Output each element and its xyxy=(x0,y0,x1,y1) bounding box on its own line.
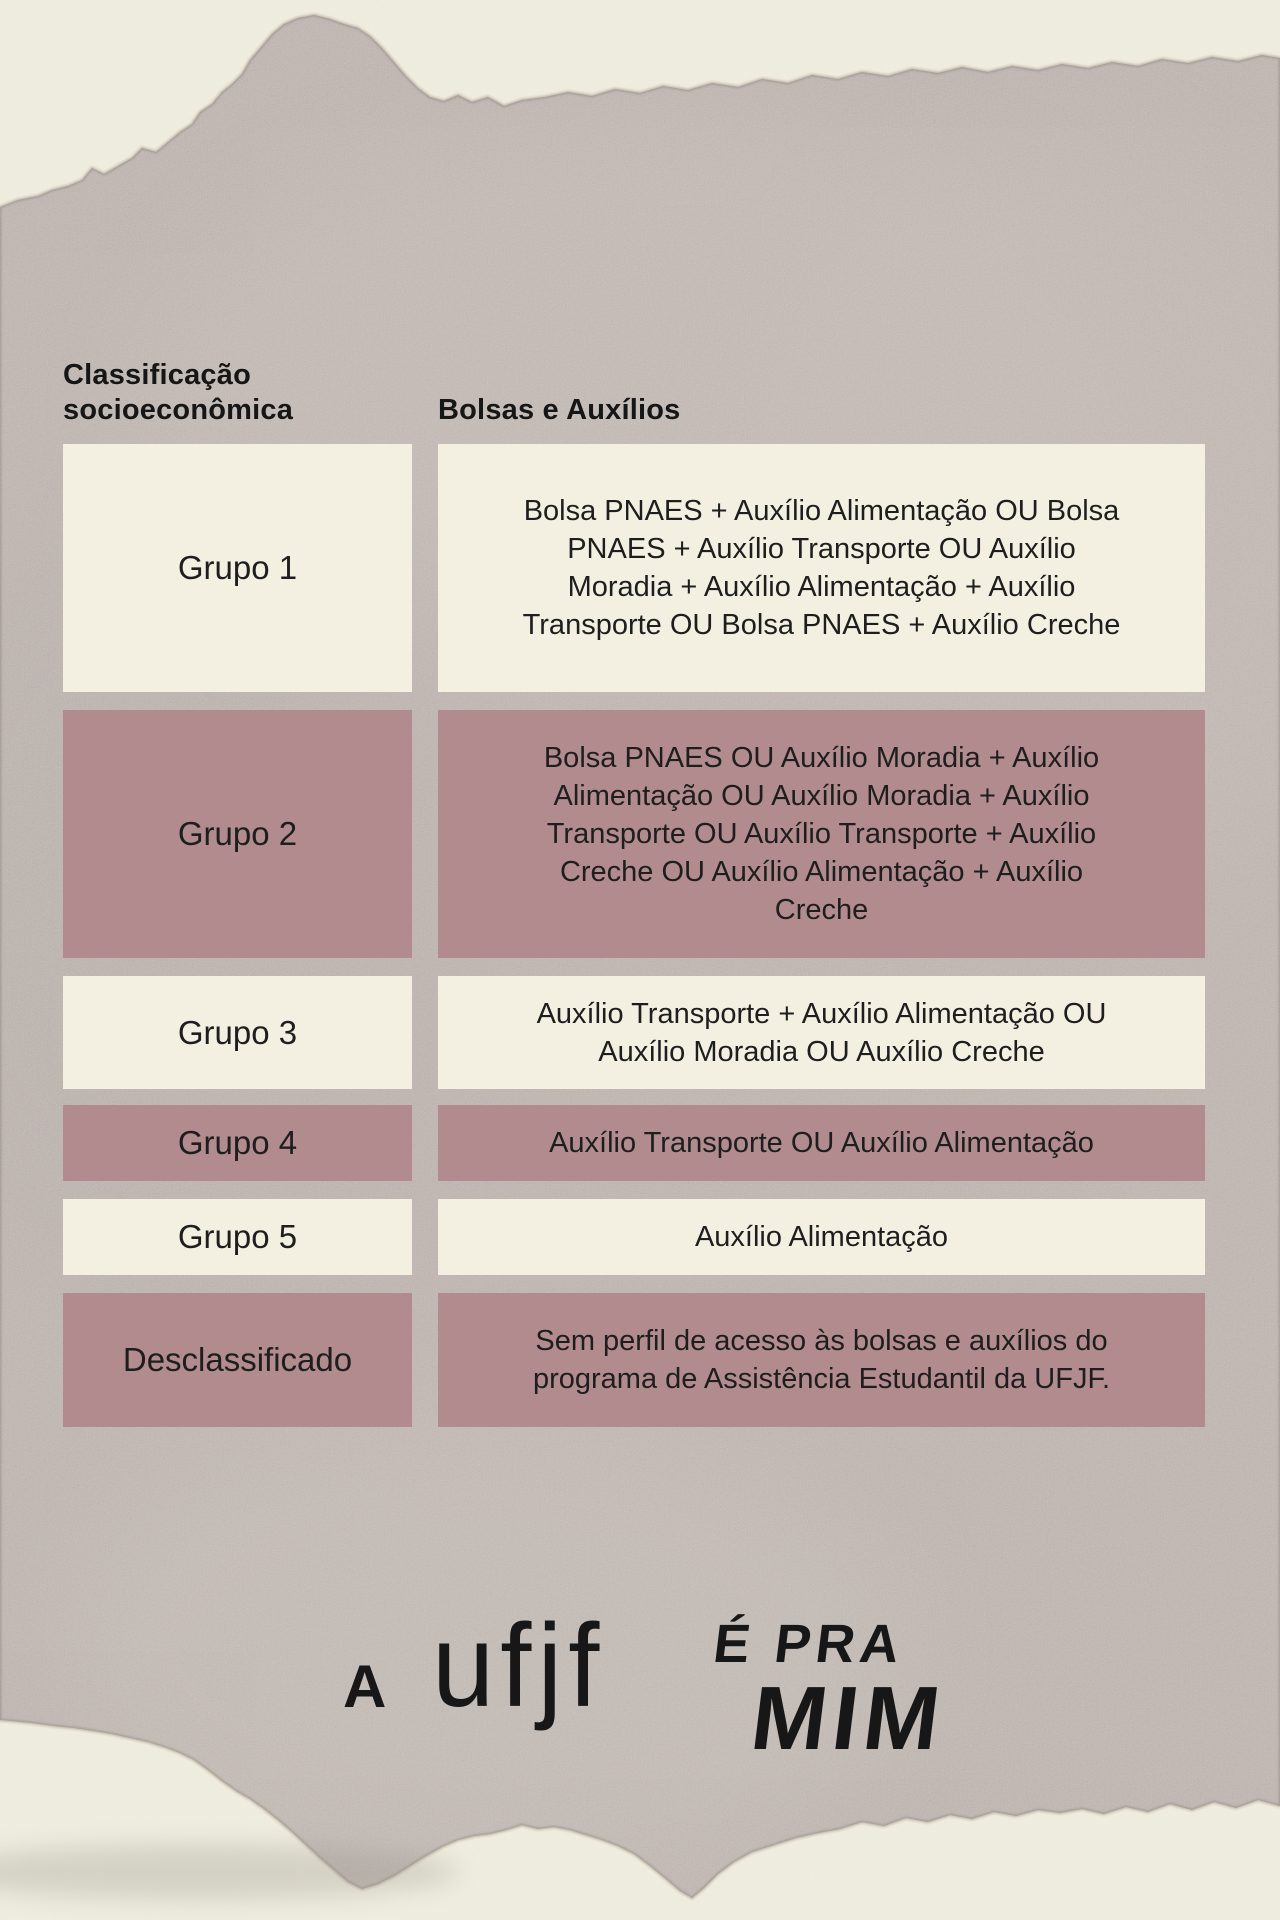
column-header-benefits: Bolsas e Auxílios xyxy=(438,394,681,426)
group-cell: Grupo 4 xyxy=(63,1105,412,1181)
group-cell: Grupo 3 xyxy=(63,976,412,1089)
group-cell: Grupo 5 xyxy=(63,1199,412,1275)
benefits-cell xyxy=(438,976,1205,1089)
column-header-classification: Classificação socioeconômica xyxy=(63,359,294,426)
logo-slogan-line1: É PRA xyxy=(710,1614,908,1674)
logo-article-letter: A xyxy=(343,1653,389,1720)
benefits-text: Auxílio Transporte + Auxílio Alimentação OU Auxílio Moradia OU Auxílio Creche xyxy=(536,997,1107,1068)
group-cell: Grupo 2 xyxy=(63,710,412,958)
benefits-cell xyxy=(438,1199,1205,1275)
logo-university-text: ufjf xyxy=(432,1599,606,1732)
logo-slogan-line2: MIM xyxy=(745,1669,952,1769)
table-row xyxy=(63,1105,1205,1181)
table-row xyxy=(63,976,1205,1089)
group-cell: Desclassificado xyxy=(63,1293,412,1427)
table-row xyxy=(63,710,1205,958)
group-cell: Grupo 1 xyxy=(63,444,412,692)
benefits-text: Auxílio Alimentação xyxy=(694,1221,949,1253)
benefits-text: Auxílio Transporte OU Auxílio Alimentação xyxy=(549,1127,1094,1159)
benefits-text: Bolsa PNAES OU Auxílio Moradia + Auxílio Alimentação OU Auxílio Moradia + Auxílio Transporte OU Auxílio Transporte + Auxílio Creche OU Auxílio Alimentação + Auxílio Creche xyxy=(543,742,1100,926)
benefits-cell xyxy=(438,710,1205,958)
table-row xyxy=(63,1293,1205,1427)
benefits-cell xyxy=(438,1105,1205,1181)
benefits-text: Sem perfil de acesso às bolsas e auxílios do programa de Assistência Estudantil da UFJF. xyxy=(532,1325,1111,1395)
table-row xyxy=(63,1199,1205,1275)
benefits-text: Bolsa PNAES + Auxílio Alimentação OU Bolsa PNAES + Auxílio Transporte OU Auxílio Moradia + Auxílio Alimentação + Auxílio Transporte OU Bolsa PNAES + Auxílio Creche xyxy=(522,495,1121,641)
table-row xyxy=(63,444,1205,692)
benefits-cell xyxy=(438,1293,1205,1427)
benefits-cell xyxy=(438,444,1205,692)
